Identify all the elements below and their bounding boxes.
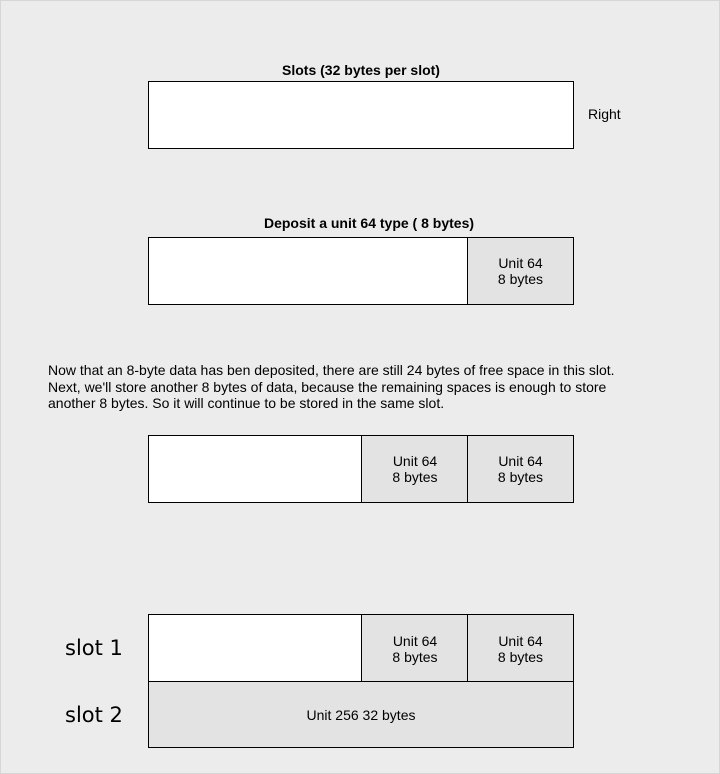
unit64-cell [361,436,468,502]
cell-size-label: 8 bytes [497,469,544,485]
slot-with-two-unit64 [148,435,574,503]
cell-type-label: Unit 64 [392,632,438,649]
right-label: Right [588,106,621,122]
paragraph-line: Now that an 8-byte data has ben deposited, there are still 24 bytes of free space in this slot. [48,362,615,378]
empty-slot-box [148,81,574,149]
paragraph-line: another 8 bytes. So it will continue to be stored in the same slot. [48,395,445,411]
cell-size-label: 8 bytes [392,469,438,485]
cell-size-label: 8 bytes [497,648,544,665]
slot-2-unit256-row [148,681,574,748]
unit64-cell [467,436,573,502]
deposit-title: Deposit a unit 64 type ( 8 bytes) [263,215,475,231]
cell-type-label: Unit 64 [498,453,543,469]
paragraph-line: Next, we'll store another 8 bytes of data, because the remaining spaces is enough to store [48,378,607,395]
unit64-cell [361,615,468,682]
cell-type-label: Unit 64 [392,453,438,469]
slots-title: Slots (32 bytes per slot) [282,62,440,78]
unit256-label: Unit 256 32 bytes [306,706,416,723]
slot-with-one-unit64 [148,237,574,305]
cell-type-label: Unit 64 [498,255,543,271]
cell-type-label: Unit 64 [498,632,543,649]
unit64-cell [467,238,573,304]
slot-1-box [148,614,574,683]
slot-2-label: slot 2 [65,703,123,727]
unit64-cell [467,615,573,682]
explanation-paragraph [48,362,648,412]
cell-size-label: 8 bytes [392,648,438,665]
slot-1-label: slot 1 [65,636,123,660]
cell-size-label: 8 bytes [497,271,544,287]
